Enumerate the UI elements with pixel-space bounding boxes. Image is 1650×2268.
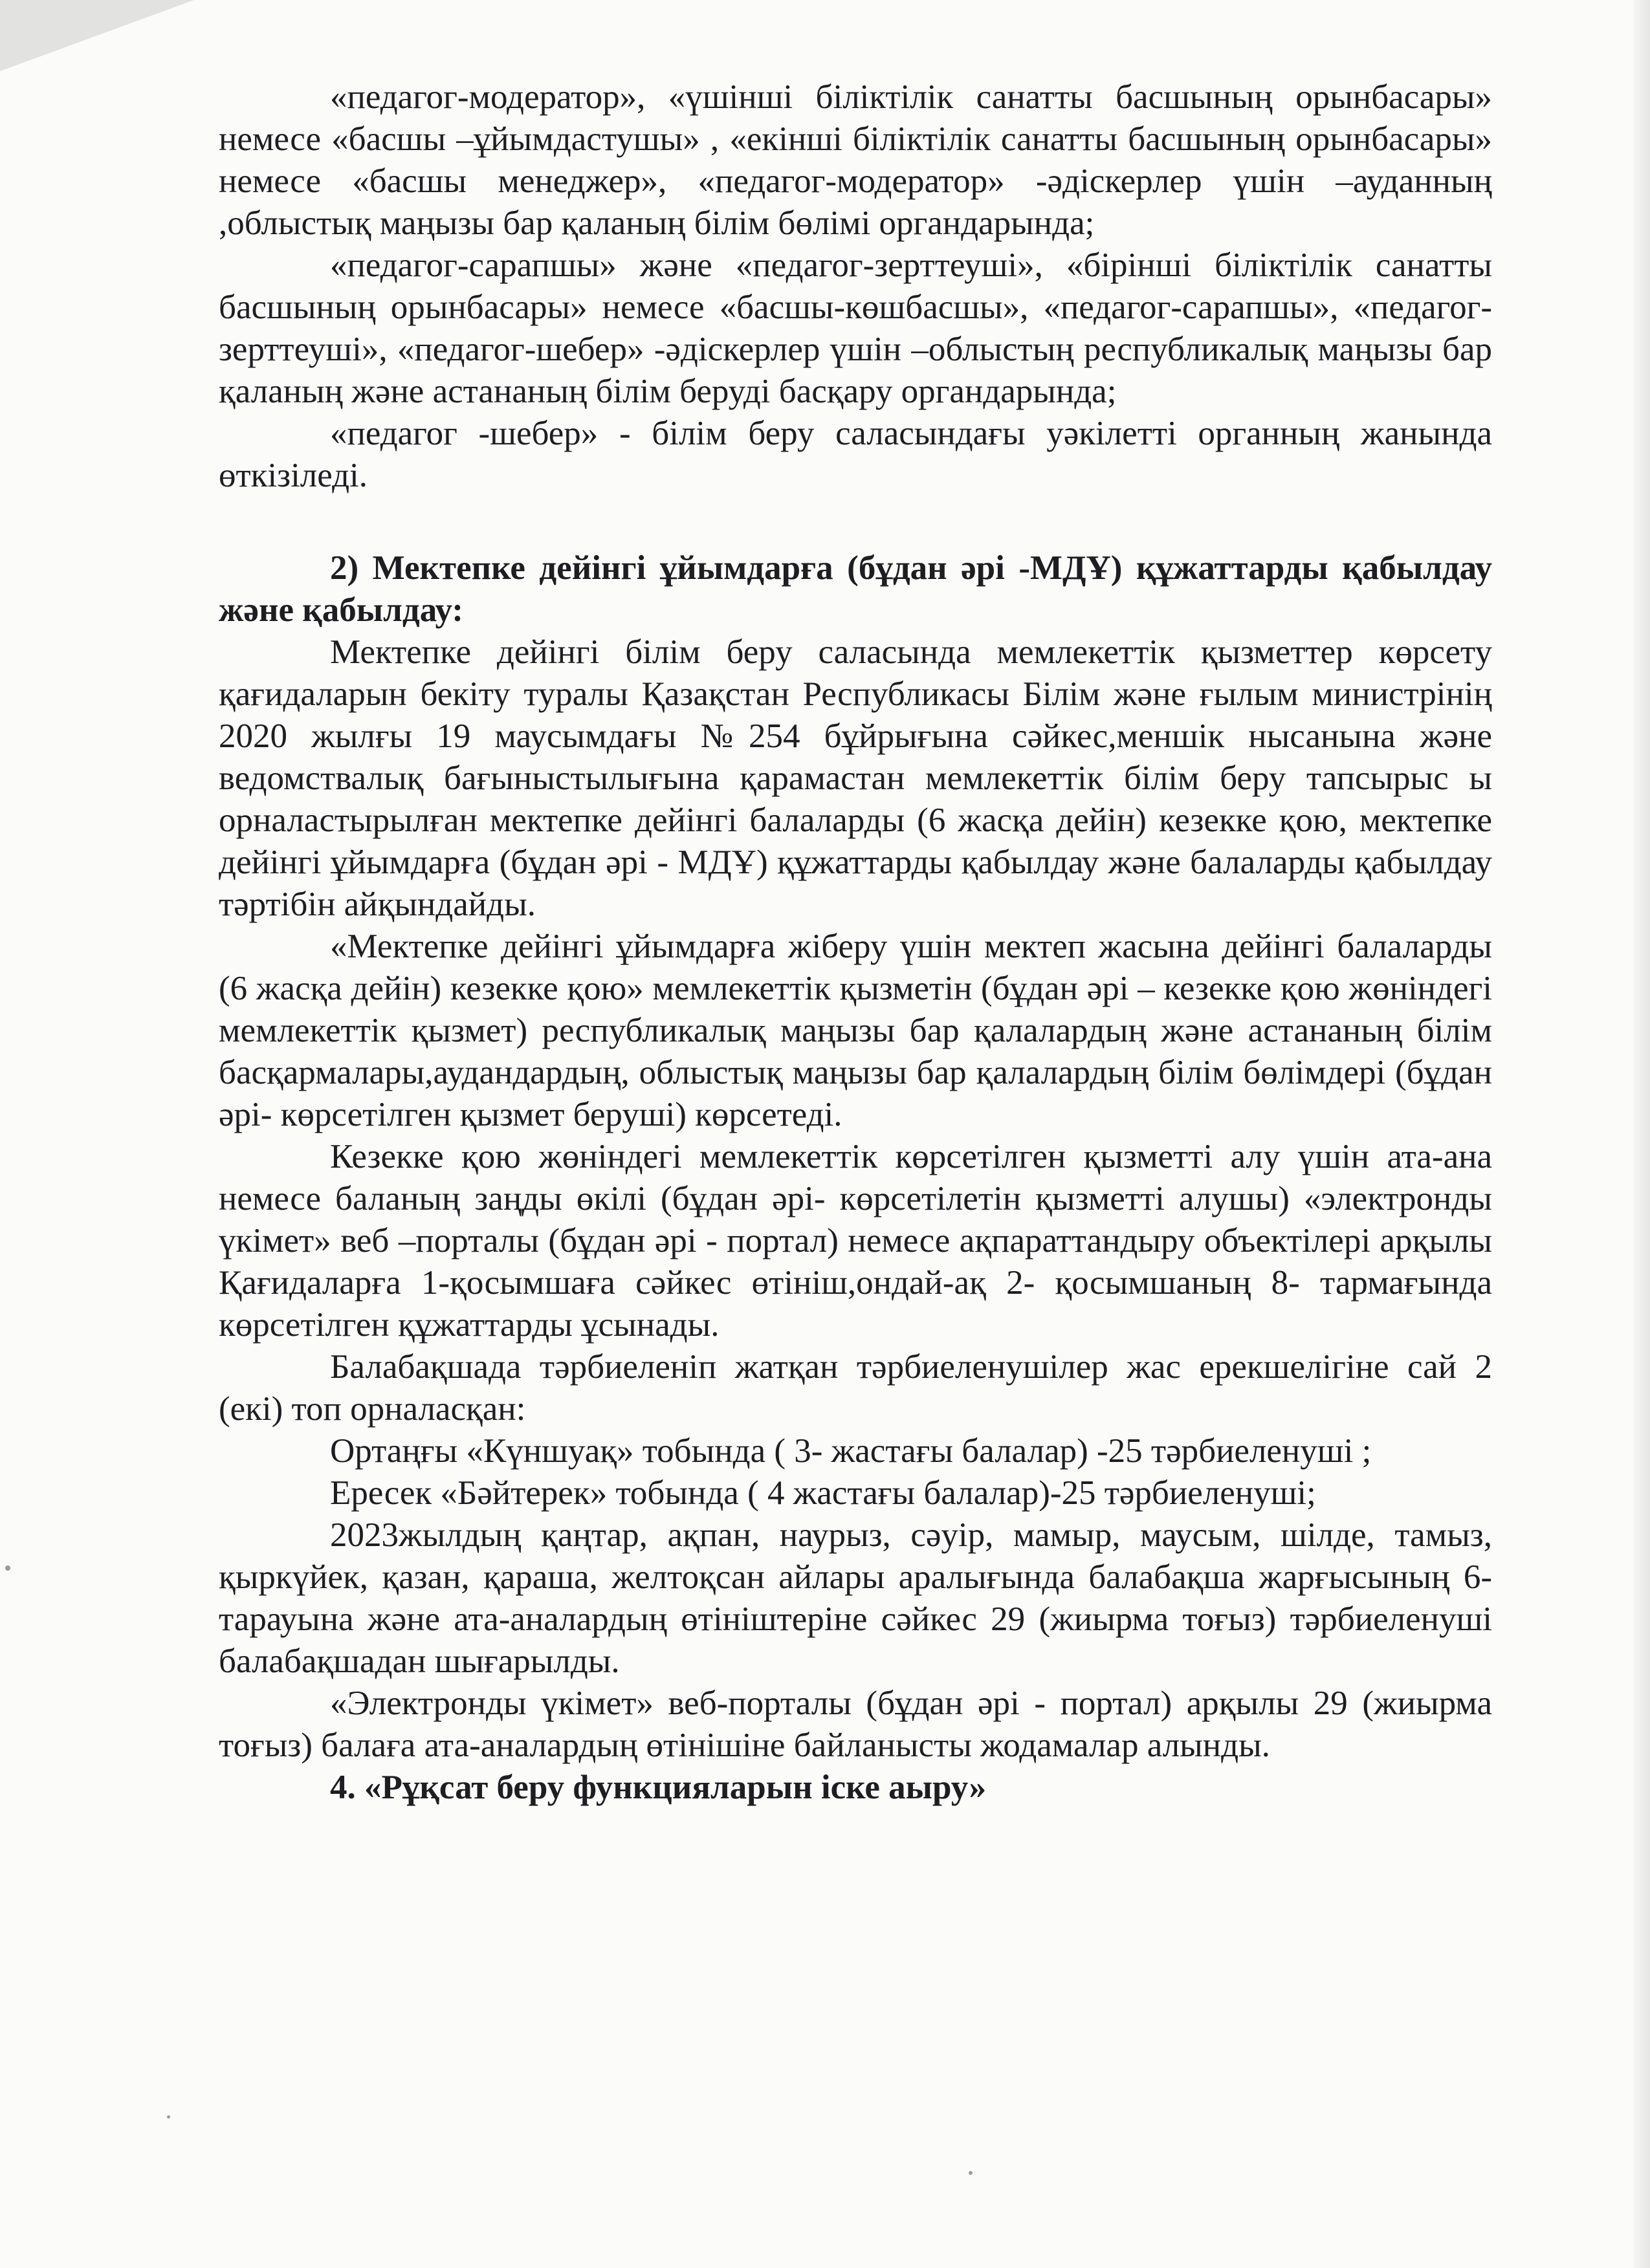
paragraph-group-kunshuak: Ортаңғы «Күншуақ» тобында ( 3- жастағы балалар) -25 тәрбиеленуші ; xyxy=(330,1432,1372,1470)
paragraph-queue-service: «Мектепке дейінгі ұйымдарға жіберу үшін мектеп жасына дейінгі балаларды (6 жасқа дейін) кезекке қою» мемлекеттік қызметін (бұдан әрі – кезекке қою жөніндегі мемлекеттік қызмет) республикалық маңызы бар қалалардың және астананың білім басқармалары,аудандардың, облыстық маңызы бар қалалардың білім бөлімдері (бұдан әрі- көрсетілген қызмет беруші) көрсетеді. xyxy=(219,928,1492,1133)
paragraph-groups-intro: Балабақшада тәрбиеленіп жатқан тәрбиеленушілер жас ерекшелігіне сай 2 (екі) топ орналасқан: xyxy=(219,1348,1492,1428)
scan-speck xyxy=(969,2171,973,2175)
paragraph-rules: Мектепке дейінгі білім беру саласында мемлекеттік қызметтер көрсету қағидаларын бекіту туралы Қазақстан Республикасы Білім және ғылым министрінің 2020 жылғы 19 маусымдағы №254 бұйрығына сәйкес,меншік нысанына және ведомствалық бағыныстылығына қарамастан мемлекеттік білім беру тапсырыс ы орналастырылған мектепке дейінгі балаларды (6 жасқа дейін) кезекке қою, мектепке дейінгі ұйымдарға (бұдан әрі - МДҰ) құжаттарды қабылдау және балаларды қабылдау тәртібін айқындайды. xyxy=(219,633,1492,923)
paragraph-application: Кезекке қою жөніндегі мемлекеттік көрсетілген қызметті алу үшін ата-ана немесе баланың заңды өкілі (бұдан әрі- көрсетілетін қызметті алушы) «электронды үкімет» веб –порталы (бұдан әрі - портал) немесе ақпараттандыру объектілері арқылы Қағидаларға 1-қосымшаға сәйкес өтініш,ондай-ақ 2- қосымшаның 8- тармағында көрсетілген құжаттарды ұсынады. xyxy=(219,1138,1492,1344)
section-heading-4: 4. «Рұқсат беру функцияларын іске аыру» xyxy=(330,1769,987,1806)
paragraph-expert: «педагог-сарапшы» және «педагог-зерттеуші», «бірінші біліктілік санатты басшының орынбасары» немесе «басшы-көшбасшы», «педагог-сарапшы», «педагог-зерттеуші», «педагог-шебер» -әдіскерлер үшін –облыстың республикалық маңызы бар қаланың және астананың білім беруді басқару органдарында; xyxy=(219,246,1492,410)
scan-speck xyxy=(167,2115,170,2119)
paragraph-master: «педагог -шебер» - білім беру саласындағы уәкілетті органның жанында өткізіледі. xyxy=(219,415,1492,494)
paragraph-referrals: «Электронды үкімет» веб-порталы (бұдан әрі - портал) арқылы 29 (жиырма тоғыз) балаға ата-аналардың өтінішіне байланысты жодамалар алынды. xyxy=(219,1685,1492,1764)
section-gap xyxy=(219,497,1492,547)
scan-speck xyxy=(5,1565,10,1571)
section-heading-2: 2) Мектепке дейінгі ұйымдарға (бұдан әрі -МДҰ) құжаттарды қабылдау және қабылдау: xyxy=(219,549,1492,629)
paragraph-discharged: 2023жылдың қаңтар, ақпан, наурыз, сәуір, мамыр, маусым, шілде, тамыз, қыркүйек, қазан, қараша, желтоқсан айлары аралығында балабақша жарғысының 6- тарауына және ата-аналардың өтініштеріне сәйкес 29 (жиырма тоғыз) тәрбиеленуші балабақшадан шығарылды. xyxy=(219,1516,1492,1680)
folded-corner xyxy=(0,0,194,71)
page-edge-shadow xyxy=(1633,0,1650,2268)
document-body xyxy=(219,76,1492,1809)
paragraph-moderator: «педагог-модератор», «үшінші біліктілік санатты басшының орынбасары» немесе «басшы –ұйымдастушы» , «екінші біліктілік санатты басшының орынбасары» немесе «басшы менеджер», «педагог-модератор» -әдіскерлер үшін –ауданның ,облыстық маңызы бар қаланың білім бөлімі органдарында; xyxy=(219,78,1492,242)
paragraph-group-baiterek: Ересек «Бәйтерек» тобында ( 4 жастағы балалар)-25 тәрбиеленуші; xyxy=(330,1474,1316,1512)
